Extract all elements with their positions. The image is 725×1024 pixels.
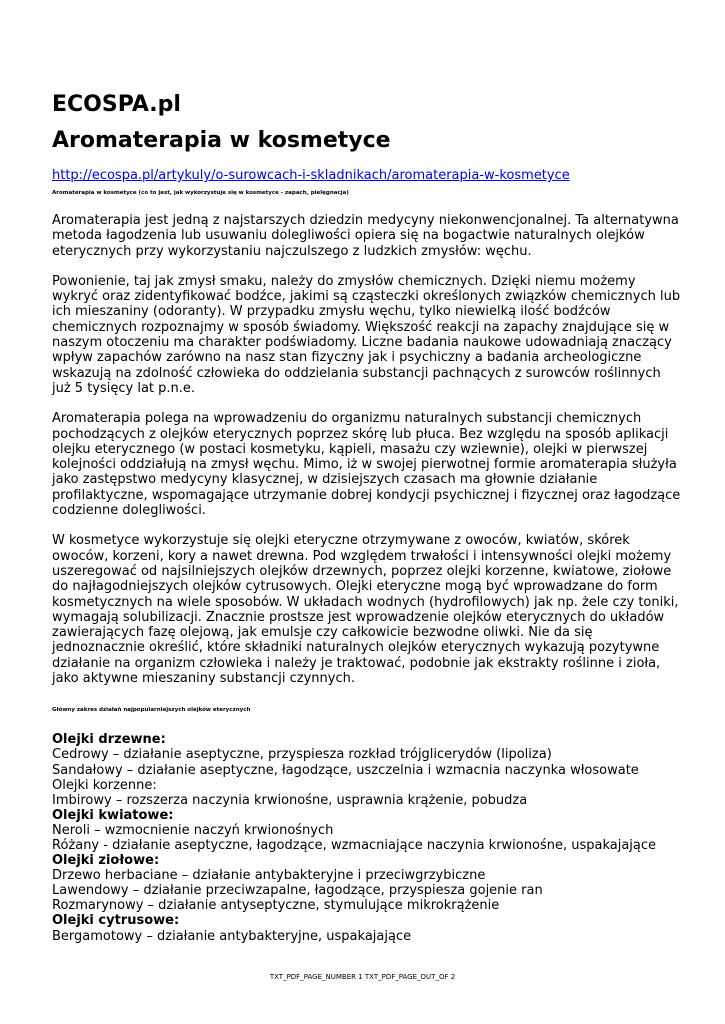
article-title: Aromaterapia w kosmetyce xyxy=(52,128,391,153)
section-label: Główny zakres działań najpopularniejszych olejków eterycznych xyxy=(52,707,251,714)
oil-line: Bergamotowy – działanie antybakteryjne, uspakajające xyxy=(52,928,412,944)
oil-line: Olejki ziołowe: xyxy=(52,853,160,869)
oil-list xyxy=(52,732,682,943)
paragraph-smell: Powonienie, taj jak zmysł smaku, należy do zmysłów chemicznych. Dzięki niemu możemy wykryć oraz zidentyfikować bodźce, jakimi są cząsteczki określonych związków chemicznych lub ich mieszaniny (odoranty). W przypadku zmysłu węchu, tylko niewielką ilość bodźców chemicznych rozpoznajmy w sposób świadomy. Większość reakcji na zapachy znajdujące się w naszym otoczeniu ma charakter podświadomy. Liczne badania naukowe udowadniają znaczący wpływ zapachów zarówno na nasz stan fizyczny jak i psychiczny a badania archeologiczne wskazują na zdolność człowieka do oddzielania substancji pachnących z surowców roślinnych już 5 tysięcy lat p.n.e. xyxy=(52,273,681,396)
oil-line: Różany - działanie aseptyczne, łagodzące, wzmacniające naczynia krwionośne, uspakajające xyxy=(52,837,657,853)
oil-line: Lawendowy – działanie przeciwzapalne, łagodzące, przyspiesza gojenie ran xyxy=(52,883,543,899)
oil-line: Olejki cytrusowe: xyxy=(52,913,180,929)
oil-line: Cedrowy – działanie aseptyczne, przyspiesza rozkład trójglicerydów (lipoliza) xyxy=(52,747,552,763)
meta-line: Aromaterapia w kosmetyce (co to jest, jak wykorzystuje się w kosmetyce - zapach, pielęgnacja) xyxy=(52,190,349,196)
oil-line: Sandałowy – działanie aseptyczne, łagodzące, uszczelnia i wzmacnia naczynka włosowate xyxy=(52,762,639,778)
oil-line: Olejki korzenne: xyxy=(52,777,157,793)
paragraph-intro: Aromaterapia jest jedną z najstarszych dziedzin medycyny niekonwencjonalnej. Ta alternatywna metoda łagodzenia lub usuwaniu dolegliwości opiera się na bogactwie naturalnych olejków eterycznych przy wykorzystaniu najczulszego z ludzkich zmysłów: węchu. xyxy=(52,213,679,259)
site-title: ECOSPA.pl xyxy=(52,92,181,117)
oil-line: Neroli – wzmocnienie naczyń krwionośnych xyxy=(52,822,334,838)
document-page xyxy=(52,90,682,944)
paragraph-cosmetics: W kosmetyce wykorzystuje się olejki eteryczne otrzymywane z owoców, kwiatów, skórek owoców, korzeni, kory a nawet drewna. Pod względem trwałości i intensywności olejki możemy uszeregować od najsilniejszych olejków drzewnych, poprzez olejki korzenne, kwiatowe, ziołowe do najłagodniejszych olejków cytrusowych. Olejki eteryczne mogą być wprowadzane do form kosmetycznych na wiele sposobów. W układach wodnych (hydrofilowych) jak np. żele czy toniki, wymagają solubilizacji. Znacznie prostsze jest wprowadzenie olejków eterycznych do układów zawierających fazę olejową, jak emulsje czy całkowicie bezwodne oliwki. Nie da się jednoznacznie określić, które składniki naturalnych olejków eterycznych wykazują pozytywne działanie na organizm człowieka i należy je traktować, podobnie jak ekstrakty roślinne i zioła, jako aktywne mieszaniny substancji czynnych. xyxy=(52,533,679,687)
page-footer: TXT_PDF_PAGE_NUMBER 1 TXT_PDF_PAGE_OUT_OF 2 xyxy=(269,973,456,981)
article-url-link[interactable]: http://ecospa.pl/artykuly/o-surowcach-i-skladnikach/aromaterapia-w-kosmetyce xyxy=(52,168,570,183)
oil-line: Rozmarynowy – działanie antyseptyczne, stymulujące mikrokrążenie xyxy=(52,898,500,914)
paragraph-aromatherapy: Aromaterapia polega na wprowadzeniu do organizmu naturalnych substancji chemicznych pochodzących z olejków eterycznych poprzez skórę lub płuca. Bez względu na sposób aplikacji olejku eterycznego (w postaci kosmetyku, kąpieli, masażu czy wziewnie), olejki w pierwszej kolejności oddziałują na zmysł węchu. Mimo, iż w swojej pierwotnej formie aromaterapia służyła jako zastępstwo medycyny klasycznej, w dzisiejszych czasach ma głownie działanie profilaktyczne, wspomagające utrzymanie dobrej kondycji psychicznej i fizycznej oraz łagodzące codzienne dolegliwości. xyxy=(52,411,681,519)
oil-line: Imbirowy – rozszerza naczynia krwionośne, usprawnia krążenie, pobudza xyxy=(52,792,528,808)
oil-line: Olejki drzewne: xyxy=(52,732,166,748)
oil-line: Olejki kwiatowe: xyxy=(52,807,174,823)
oil-line: Drzewo herbaciane – działanie antybakteryjne i przeciwgrzybiczne xyxy=(52,868,486,884)
